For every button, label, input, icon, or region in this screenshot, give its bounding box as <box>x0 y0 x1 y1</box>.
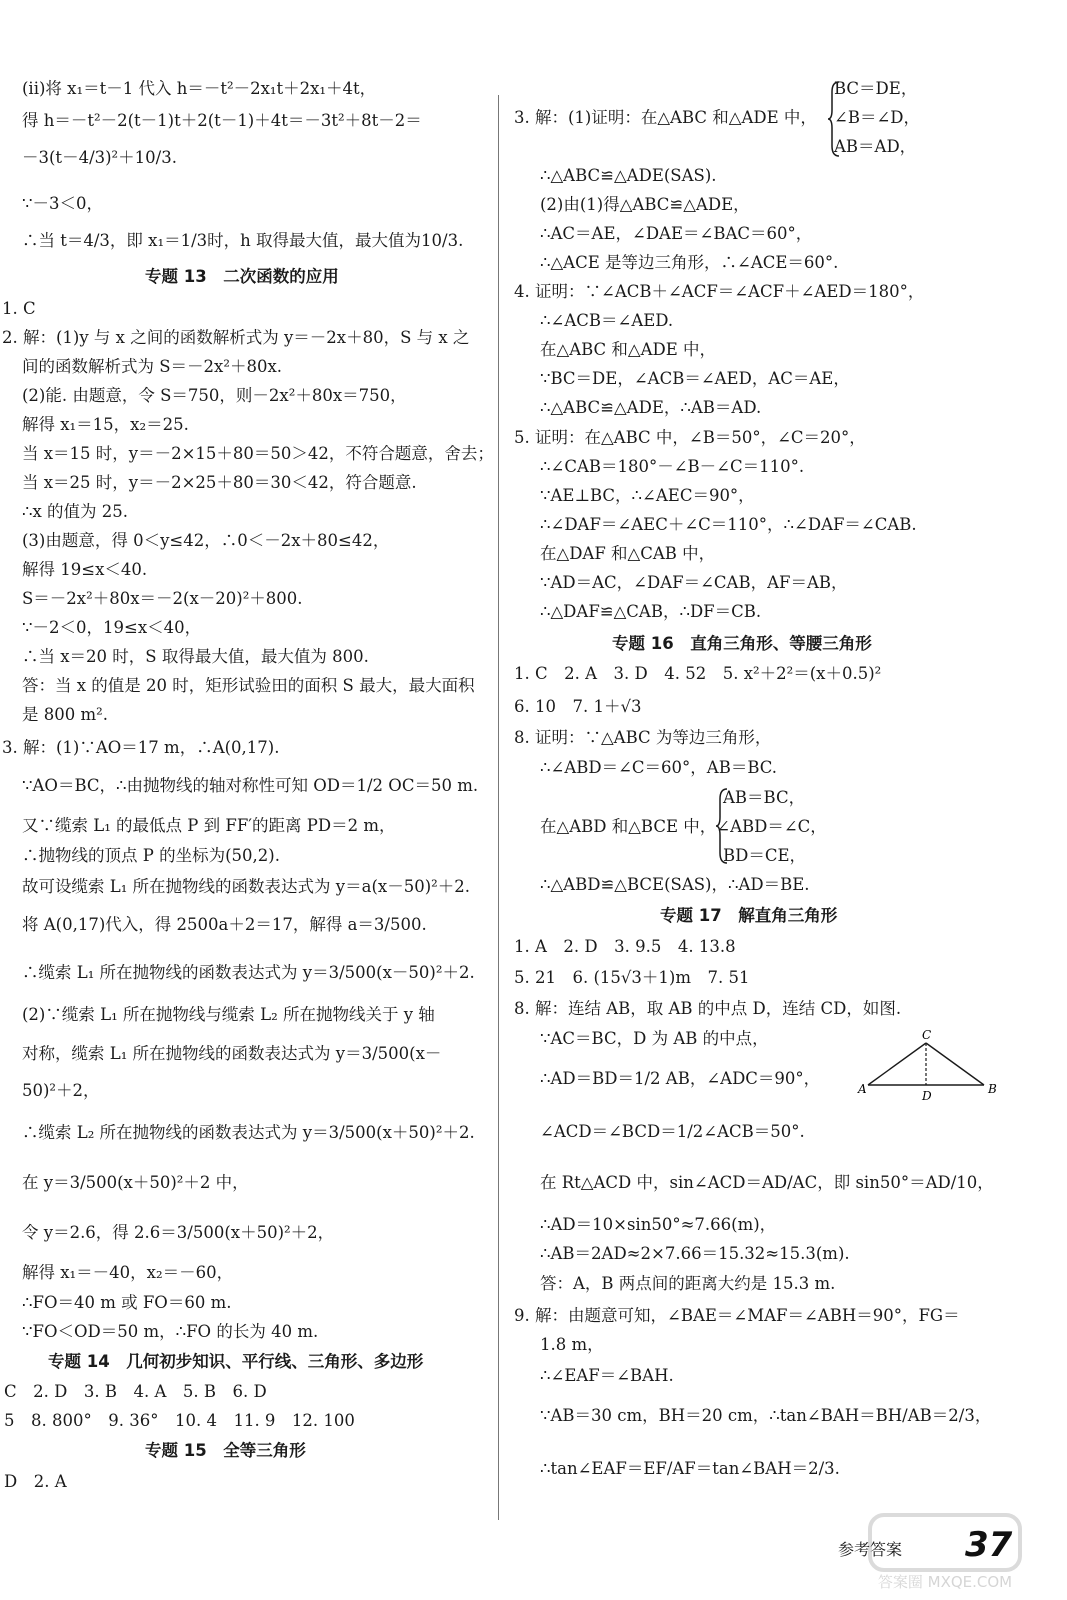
text-line: ∵AO＝BC，∴由抛物线的轴对称性可知 OD＝1/2 OC＝50 m. <box>22 776 479 795</box>
text-line: 4. 证明：∵∠ACB＋∠ACF＝∠ACF＋∠AED＝180°， <box>514 282 925 301</box>
text-line: ∴△ABC≌△ADE，∴AB＝AD. <box>540 398 762 417</box>
text-line: 对称，缆索 L₁ 所在抛物线的函数表达式为 y＝3/500(x－ <box>22 1044 442 1063</box>
text-line: 又∵缆索 L₁ 的最低点 P 到 FF′的距离 PD＝2 m， <box>22 816 396 835</box>
text-line: (3)由题意，得 0＜y≤42，∴0＜－2x＋80≤42， <box>22 531 390 550</box>
text-line: (2)能. 由题意，令 S＝750，则－2x²＋80x＝750， <box>22 386 407 405</box>
text-line: ∴∠ACB＝∠AED. <box>540 311 674 330</box>
text-line: ∴∠EAF＝∠BAH. <box>540 1366 674 1385</box>
text-line: 5 8. 800° 9. 36° 10. 4 11. 9 12. 100 <box>4 1411 355 1430</box>
text-line: ∠B＝∠D， <box>834 108 921 127</box>
label-b: B <box>988 1082 997 1096</box>
text-line: 8. 证明：∵△ABC 为等边三角形， <box>514 728 772 747</box>
text-line: 解得 x₁＝－40，x₂＝－60， <box>22 1263 234 1282</box>
text-line: ∴tan∠EAF＝EF/AF＝tan∠BAH＝2/3. <box>540 1459 840 1478</box>
text-line: C 2. D 3. B 4. A 5. B 6. D <box>4 1382 267 1401</box>
text-line: ∴AC＝AE，∠DAE＝∠BAC＝60°， <box>540 224 813 243</box>
text-line: 3. 解：(1)∵AO＝17 m，∴A(0,17). <box>2 738 280 757</box>
text-line: ∴△ABC≌△ADE(SAS). <box>540 166 717 185</box>
text-line: 3. 解：(1)证明：在△ABC 和△ADE 中， <box>514 108 817 127</box>
text-line: 1. C <box>2 299 36 318</box>
text-line: 2. 解：(1)y 与 x 之间的函数解析式为 y＝－2x＋80，S 与 x 之 <box>2 328 470 347</box>
text-line: 1. A 2. D 3. 9.5 4. 13.8 <box>514 937 736 956</box>
text-line: 当 x＝25 时，y＝－2×25＋80＝30＜42，符合题意. <box>22 473 417 492</box>
text-line: 1.8 m， <box>540 1335 604 1354</box>
text-line: (2)由(1)得△ABC≌△ADE， <box>540 195 750 214</box>
text-line: D 2. A <box>4 1472 67 1491</box>
text-line: ∵FO＜OD＝50 m，∴FO 的长为 40 m. <box>22 1322 319 1341</box>
text-line: 得 h＝－t²－2(t－1)t＋2(t－1)＋4t＝－3t²＋8t－2＝ <box>22 111 422 130</box>
text-line: ∴x 的值为 25. <box>22 502 129 521</box>
text-line: ∴∠ABD＝∠C＝60°，AB＝BC. <box>540 758 778 777</box>
label-d: D <box>922 1089 932 1103</box>
text-line: －3(t－4/3)²＋10/3. <box>22 148 177 167</box>
text-line: ∴AD＝10×sin50°≈7.66(m)， <box>540 1215 777 1234</box>
text-line: 解得 19≤x＜40. <box>22 560 148 579</box>
text-line: ∵AB＝30 cm，BH＝20 cm，∴tan∠BAH＝BH/AB＝2/3， <box>540 1406 992 1425</box>
text-line: 50)²＋2， <box>22 1081 100 1100</box>
section-heading: 专题 15 全等三角形 <box>145 1441 306 1460</box>
section-heading: 专题 14 几何初步知识、平行线、三角形、多边形 <box>48 1352 424 1371</box>
text-line: 1. C 2. A 3. D 4. 52 5. x²＋2²＝(x＋0.5)² <box>514 664 882 683</box>
text-line: 解得 x₁＝15，x₂＝25. <box>22 415 189 434</box>
footer-label: 参考答案 <box>838 1540 903 1559</box>
text-line: 在 Rt△ACD 中，sin∠ACD＝AD/AC，即 sin50°＝AD/10， <box>540 1173 994 1192</box>
text-line: ∴缆索 L₁ 所在抛物线的函数表达式为 y＝3/500(x－50)²＋2. <box>22 963 475 982</box>
text-line: 在△ABD 和△BCE 中，∠ABD＝∠C， <box>540 817 827 836</box>
text-line: ∴AB＝2AD≈2×7.66＝15.32≈15.3(m). <box>540 1244 850 1263</box>
text-line: ∴△ABD≌△BCE(SAS)，∴AD＝BE. <box>540 875 810 894</box>
text-line: 在△DAF 和△CAB 中， <box>540 544 716 563</box>
text-line: 8. 解：连结 AB，取 AB 的中点 D，连结 CD，如图. <box>514 999 902 1018</box>
text-line: 令 y＝2.6，得 2.6＝3/500(x＋50)²＋2， <box>22 1223 335 1242</box>
text-line: ∴FO＝40 m 或 FO＝60 m. <box>22 1293 232 1312</box>
text-line: ∴△ACE 是等边三角形，∴∠ACE＝60°. <box>540 253 839 272</box>
text-line: ∴缆索 L₂ 所在抛物线的函数表达式为 y＝3/500(x＋50)²＋2. <box>22 1123 475 1142</box>
text-line: ∠ACD＝∠BCD＝1/2∠ACB＝50°. <box>540 1122 805 1141</box>
text-line: 在△ABC 和△ADE 中， <box>540 340 717 359</box>
label-a: A <box>858 1082 867 1096</box>
section-heading: 专题 17 解直角三角形 <box>660 906 838 925</box>
text-line: 间的函数解析式为 S＝－2x²＋80x. <box>22 357 283 376</box>
text-line: 当 x＝15 时，y＝－2×15＋80＝50＞42，不符合题意，舍去； <box>22 444 494 463</box>
column-divider <box>498 95 499 1520</box>
text-line: ∵AE⊥BC，∴∠AEC＝90°， <box>540 486 755 505</box>
text-line: BD＝CE， <box>723 846 807 865</box>
text-line: BC＝DE， <box>834 79 918 98</box>
text-line: (ii)将 x₁＝t－1 代入 h＝－t²－2x₁t＋2x₁＋4t， <box>22 79 377 98</box>
label-c: C <box>922 1028 932 1042</box>
text-line: 故可设缆索 L₁ 所在抛物线的函数表达式为 y＝a(x－50)²＋2. <box>22 877 470 896</box>
text-line: ∴抛物线的顶点 P 的坐标为(50,2). <box>22 846 280 865</box>
segment-cb <box>926 1043 984 1085</box>
text-line: 在 y＝3/500(x＋50)²＋2 中， <box>22 1173 249 1192</box>
text-line: 6. 10 7. 1＋√3 <box>514 697 642 716</box>
text-line: 答：A，B 两点间的距离大约是 15.3 m. <box>540 1274 836 1293</box>
text-line: S＝－2x²＋80x＝－2(x－20)²＋800. <box>22 589 303 608</box>
text-line: ∴当 t＝4/3，即 x₁＝1/3时，h 取得最大值，最大值为10/3. <box>22 231 464 250</box>
section-heading: 专题 16 直角三角形、等腰三角形 <box>612 634 872 653</box>
text-line: ∵－2＜0，19≤x＜40， <box>22 618 202 637</box>
watermark-text: 答案圈 MXQE.COM <box>877 1573 1013 1591</box>
section-heading: 专题 13 二次函数的应用 <box>145 267 339 286</box>
text-line: 5. 21 6. (15√3＋1)m 7. 51 <box>514 968 750 987</box>
segment-ac <box>868 1043 926 1085</box>
text-line: 将 A(0,17)代入，得 2500a＋2＝17，解得 a＝3/500. <box>22 915 427 934</box>
triangle-diagram <box>856 1025 1006 1105</box>
text-line: ∴△DAF≌△CAB，∴DF＝CB. <box>540 602 762 621</box>
text-line: (2)∵缆索 L₁ 所在抛物线与缆索 L₂ 所在抛物线关于 y 轴 <box>22 1005 435 1024</box>
text-line: 是 800 m². <box>22 705 108 724</box>
text-line: 答：当 x 的值是 20 时，矩形试验田的面积 S 最大，最大面积 <box>22 676 475 695</box>
text-line: ∴∠CAB＝180°－∠B－∠C＝110°. <box>540 457 805 476</box>
text-line: 9. 解：由题意可知，∠BAE＝∠MAF＝∠ABH＝90°，FG＝ <box>514 1306 960 1325</box>
text-line: AB＝BC， <box>723 788 806 807</box>
text-line: ∵AD＝AC，∠DAF＝∠CAB，AF＝AB， <box>540 573 848 592</box>
text-line: ∵－3＜0， <box>22 194 103 213</box>
text-line: ∵AC＝BC，D 为 AB 的中点， <box>540 1029 769 1048</box>
text-line: ∴当 x＝20 时，S 取得最大值，最大值为 800. <box>22 647 369 666</box>
text-line: ∴∠DAF＝∠AEC＋∠C＝110°，∴∠DAF＝∠CAB. <box>540 515 917 534</box>
text-line: ∴AD＝BD＝1/2 AB，∠ADC＝90°， <box>540 1069 821 1088</box>
page-number: 37 <box>965 1525 1013 1565</box>
text-line: AB＝AD， <box>834 137 917 156</box>
text-line: 5. 证明：在△ABC 中，∠B＝50°，∠C＝20°， <box>514 428 866 447</box>
text-line: ∵BC＝DE，∠ACB＝∠AED，AC＝AE， <box>540 369 850 388</box>
